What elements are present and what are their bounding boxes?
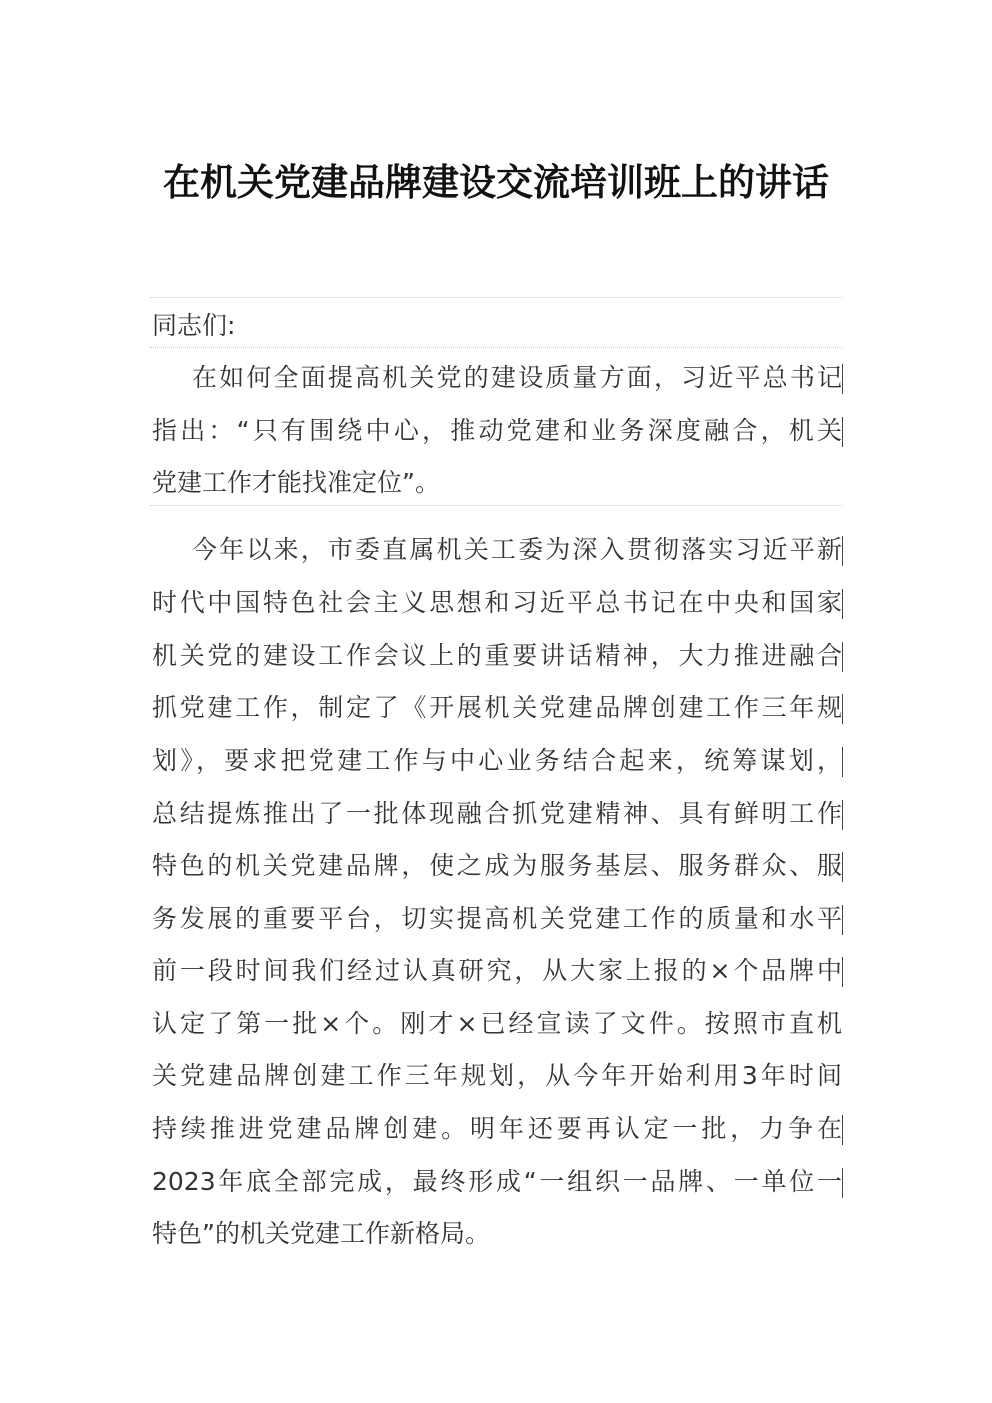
paragraph-line: 务发展的重要平台，切实提高机关党建工作的质量和水平 <box>152 904 842 933</box>
margin-marker <box>842 800 843 830</box>
margin-marker <box>842 905 843 935</box>
paragraph-line: 划》，要求把党建工作与中心业务结合起来，统筹谋划， <box>152 746 842 775</box>
divider <box>150 347 842 348</box>
margin-marker <box>842 536 843 566</box>
margin-marker <box>842 694 843 724</box>
paragraph-line: 2023年底全部完成，最终形成“一组织一品牌、一单位一 <box>152 1167 842 1196</box>
paragraph-line: 党建工作才能找准定位”。 <box>152 468 440 497</box>
margin-marker <box>842 417 843 447</box>
paragraph-line: 前一段时间我们经过认真研究，从大家上报的×个品牌中 <box>152 956 842 985</box>
margin-marker <box>842 957 843 987</box>
paragraph-line: 特色的机关党建品牌，使之成为服务基层、服务群众、服 <box>152 851 842 880</box>
margin-marker <box>842 364 843 394</box>
paragraph-line: 时代中国特色社会主义思想和习近平总书记在中央和国家 <box>152 588 842 617</box>
paragraph-line: 在如何全面提高机关党的建设质量方面，习近平总书记 <box>192 363 842 392</box>
divider <box>150 297 842 298</box>
paragraph-line: 指出：“只有围绕中心，推动党建和业务深度融合，机关 <box>152 416 842 445</box>
margin-marker <box>842 1115 843 1145</box>
margin-marker <box>842 589 843 619</box>
salutation: 同志们: <box>152 311 236 340</box>
margin-marker <box>842 747 843 777</box>
margin-marker <box>842 642 843 672</box>
paragraph-line: 持续推进党建品牌创建。明年还要再认定一批，力争在 <box>152 1114 842 1143</box>
margin-marker <box>842 852 843 882</box>
paragraph-line: 抓党建工作，制定了《开展机关党建品牌创建工作三年规 <box>152 693 842 722</box>
paragraph-line: 机关党的建设工作会议上的重要讲话精神，大力推进融合 <box>152 641 842 670</box>
paragraph-line: 特色”的机关党建工作新格局。 <box>152 1219 490 1248</box>
document-title: 在机关党建品牌建设交流培训班上的讲话 <box>163 160 829 204</box>
margin-marker <box>842 1168 843 1198</box>
paragraph-line: 认定了第一批×个。刚才×已经宣读了文件。按照市直机 <box>152 1009 842 1038</box>
paragraph-line: 今年以来，市委直属机关工委为深入贯彻落实习近平新 <box>192 535 842 564</box>
divider <box>150 505 842 506</box>
paragraph-line: 总结提炼推出了一批体现融合抓党建精神、具有鲜明工作 <box>152 799 842 828</box>
paragraph-line: 关党建品牌创建工作三年规划，从今年开始利用3年时间 <box>152 1061 842 1090</box>
